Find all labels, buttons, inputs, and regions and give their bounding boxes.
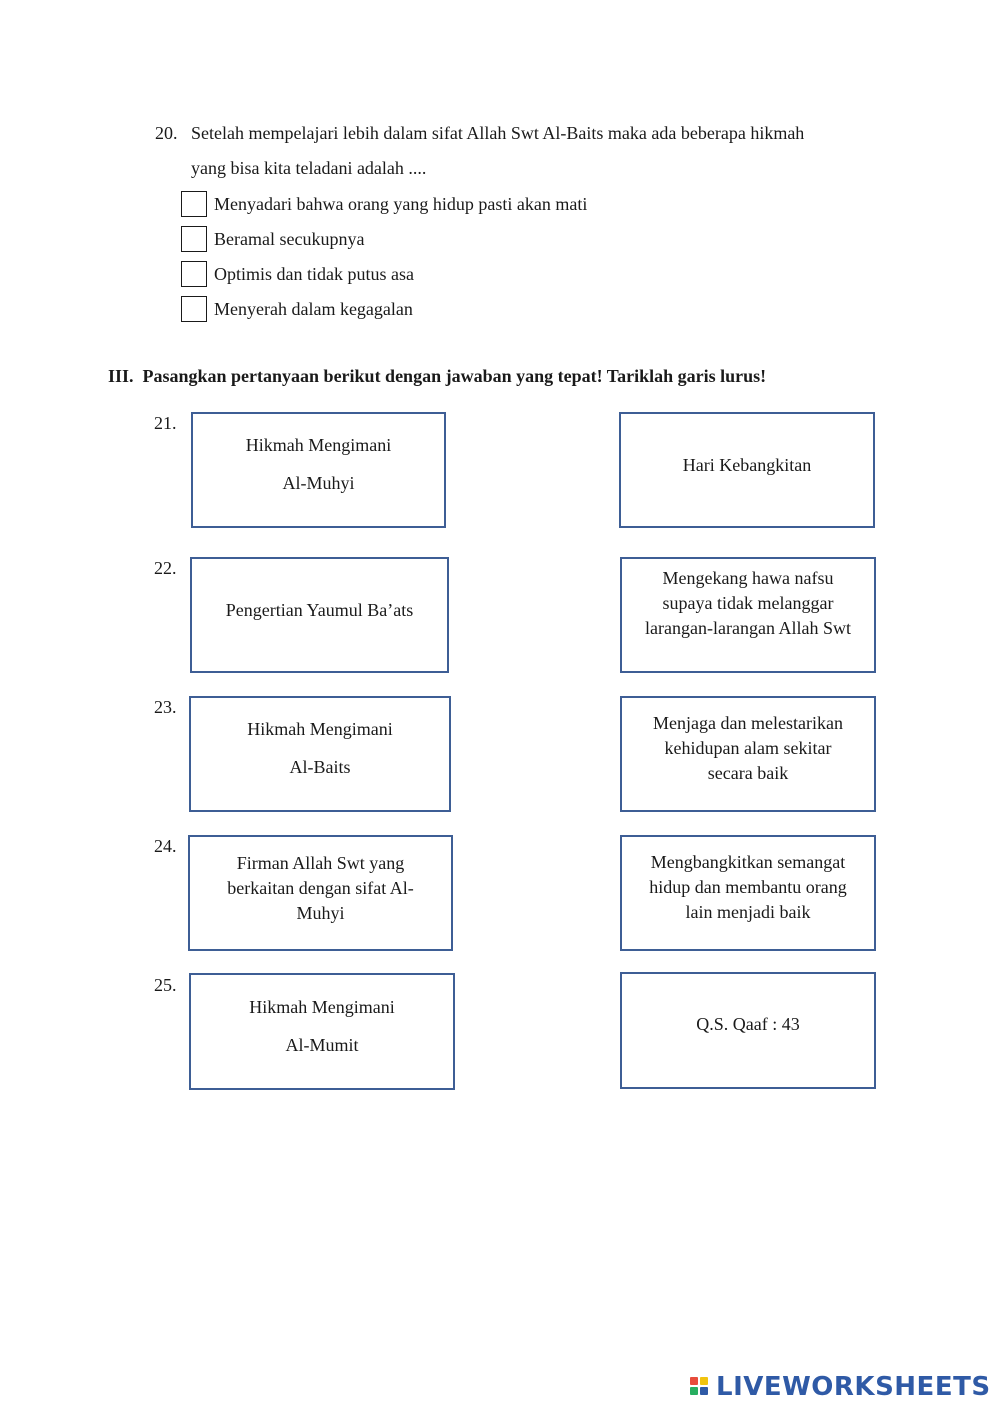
item-number-22: 22.: [154, 558, 177, 578]
option-checkbox-4[interactable]: [181, 296, 207, 322]
left-box-21[interactable]: [191, 412, 446, 528]
left-box-23-line1: Hikmah Mengimani: [247, 719, 393, 739]
left-box-21-line1: Hikmah Mengimani: [245, 435, 392, 455]
left-box-25[interactable]: [189, 973, 455, 1090]
right-box-5[interactable]: [620, 972, 876, 1089]
question-20-text-line2: yang bisa kita teladani adalah ....: [191, 158, 427, 178]
right-box-3[interactable]: [620, 696, 876, 812]
option-checkbox-3[interactable]: [181, 261, 207, 287]
left-box-24-text: Firman Allah Swt yang berkaitan dengan sifat Al-Muhyi: [227, 853, 414, 923]
right-box-4[interactable]: [620, 835, 876, 951]
right-box-1-text: Hari Kebangkitan: [682, 455, 812, 475]
item-number-24: 24.: [154, 836, 177, 856]
right-box-5-text: Q.S. Qaaf : 43: [696, 1014, 800, 1034]
left-box-25-line1: Hikmah Mengimani: [249, 997, 395, 1017]
left-box-23-line2: Al-Baits: [289, 757, 351, 777]
left-box-23[interactable]: [189, 696, 451, 812]
option-checkbox-2[interactable]: [181, 226, 207, 252]
question-20-text-line1: Setelah mempelajari lebih dalam sifat Allah Swt Al-Baits maka ada beberapa hikmah: [191, 123, 805, 143]
left-box-21-line2: Al-Muhyi: [282, 473, 355, 493]
item-number-23: 23.: [154, 697, 177, 717]
left-box-22-text: Pengertian Yaumul Ba’ats: [225, 600, 414, 620]
option-row-2: [181, 224, 364, 254]
section-3-title: III. Pasangkan pertanyaan berikut dengan jawaban yang tepat! Tariklah garis lurus!: [108, 366, 767, 386]
item-number-25: 25.: [154, 975, 177, 995]
option-label-1: Menyadari bahwa orang yang hidup pasti akan mati: [214, 193, 588, 214]
option-label-2: Beramal secukupnya: [214, 228, 365, 249]
liveworksheets-wordmark: LIVEWORKSHEETS: [716, 1372, 991, 1402]
item-number-21: 21.: [154, 413, 177, 433]
option-label-4: Menyerah dalam kegagalan: [214, 298, 413, 319]
option-row-4: [181, 294, 413, 324]
option-label-3: Optimis dan tidak putus asa: [214, 263, 414, 284]
right-box-3-text: Menjaga dan melestarikan kehidupan alam sekitar secara baik: [653, 713, 843, 783]
right-box-2-text: Mengekang hawa nafsu supaya tidak melanggar larangan-larangan Allah Swt: [645, 568, 851, 638]
left-box-24[interactable]: [188, 835, 453, 951]
option-row-3: [181, 259, 414, 289]
right-box-1[interactable]: [619, 412, 875, 528]
option-checkbox-1[interactable]: [181, 191, 207, 217]
liveworksheets-logo: [690, 1372, 991, 1402]
liveworksheets-icon: [690, 1375, 712, 1399]
left-box-25-line2: Al-Mumit: [285, 1035, 359, 1055]
left-box-22[interactable]: [190, 557, 449, 673]
option-row-1: [181, 189, 587, 219]
right-box-2[interactable]: [620, 557, 876, 673]
question-20-number: 20.: [155, 123, 178, 143]
right-box-4-text: Mengbangkitkan semangat hidup dan membantu orang lain menjadi baik: [649, 852, 847, 922]
